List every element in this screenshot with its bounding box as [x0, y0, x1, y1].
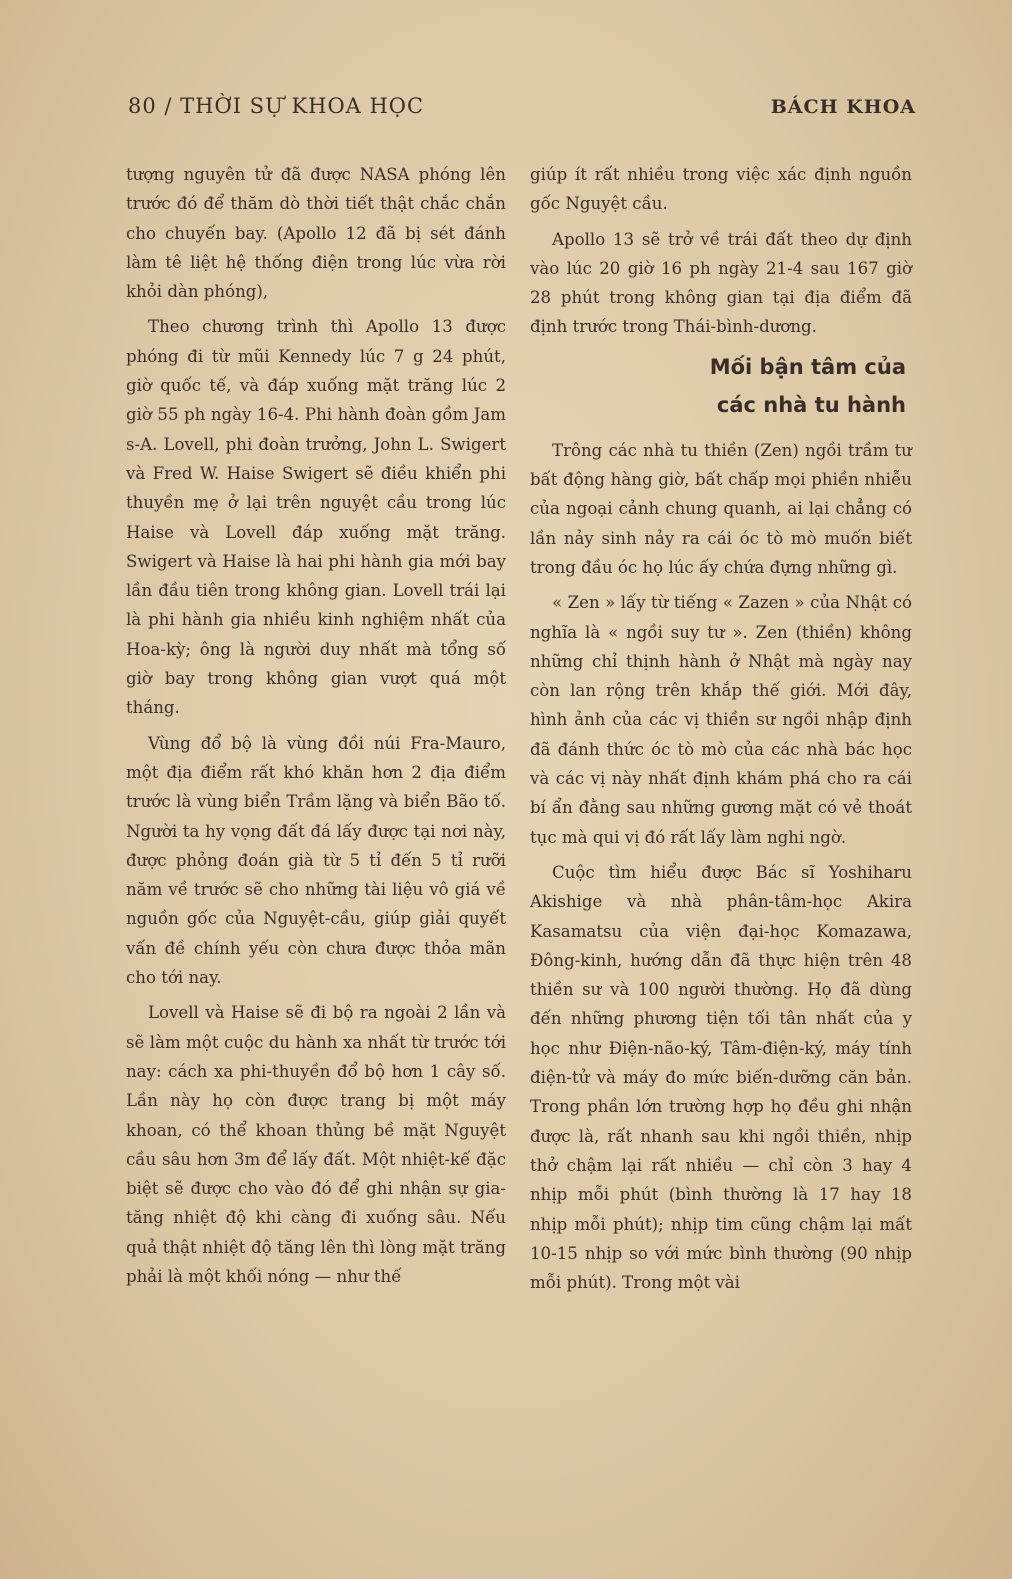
page-header — [128, 94, 916, 124]
paragraph: Lovell và Haise sẽ đi bộ ra ngoài 2 lần và sẽ làm một cuộc du hành xa nhất từ trước tới nay: cách xa phi-thuyền đổ bộ hơn 1 cây số. Lần này họ còn được trang bị một máy khoan, có thể khoan thủng bề mặt Nguyệt cầu sâu hơn 3m để lấy đất. Một nhiệt-kế đặc biệt sẽ được cho vào đó để ghi nhận sự gia-tăng nhiệt độ khi càng đi xuống sâu. Nếu quả thật nhiệt độ tăng lên thì lòng mặt trăng phải là một khối nóng — như thế — [126, 1003, 506, 1286]
paragraph: Trông các nhà tu thiền (Zen) ngồi trầm tư bất động hàng giờ, bất chấp mọi phiền nhiễu của ngoại cảnh chung quanh, ai lại chẳng có lần nảy sinh nảy ra cái óc tò mò muốn biết trong đầu óc họ lúc ấy chứa đựng những gì. — [530, 440, 912, 577]
page-number: 80 — [128, 94, 157, 118]
paragraph: Theo chương trình thì Apollo 13 được phóng đi từ mũi Kennedy lúc 7 g 24 phút, giờ quốc tế, và đáp xuống mặt trăng lúc 2 giờ 55 ph ngày 16-4. Phi hành đoàn gồm Jam s-A. Lovell, phi đoàn trưởng, John L. Swigert và Fred W. Haise Swigert sẽ điều khiển phi thuyền mẹ ở lại trên nguyệt cầu trong lúc Haise và Lovell đáp xuống mặt trăng. Swigert và Haise là hai phi hành gia mới bay lần đầu tiên trong không gian. Lovell trái lại là phi hành gia nhiều kinh nghiệm nhất của Hoa-kỳ; ông là người duy nhất mà tổng số giờ bay trong không gian vượt quá một tháng. — [126, 317, 506, 718]
paragraph: giúp ít rất nhiều trong việc xác định nguồn gốc Nguyệt cầu. — [530, 165, 912, 214]
paragraph: Apollo 13 sẽ trở về trái đất theo dự định vào lúc 20 giờ 16 ph ngày 21-4 sau 167 giờ 28 phút trong không gian tại địa điểm đã định trước trong Thái-bình-dương. — [530, 229, 912, 337]
heading-line: các nhà tu hành — [716, 392, 906, 417]
right-column — [530, 160, 912, 1303]
paragraph: « Zen » lấy từ tiếng « Zazen » của Nhật có nghĩa là « ngồi suy tư ». Zen (thiền) không những chỉ thịnh hành ở Nhật mà ngày nay còn lan rộng trên khắp thế giới. Mới đây, hình ảnh của các vị thiền sư ngồi nhập định đã đánh thức óc tò mò của các nhà bác học và các vị này nhất định khám phá cho ra cái bí ẩn đằng sau những gương mặt có vẻ thoát tục mà qui vị đó rất lấy làm nghi ngờ. — [530, 593, 912, 847]
paragraph: Cuộc tìm hiểu được Bác sĩ Yoshiharu Akishige và nhà phân-tâm-học Akira Kasamatsu của viện đại-học Komazawa, Đông-kinh, hướng dẫn đã thực hiện trên 48 thiền sư và 100 người thường. Họ đã dùng đến những phương tiện tối tân nhất của y học như Điện-não-ký, Tâm-điện-ký, máy tính điện-tử và máy đo mức biến-dưỡng căn bản. Trong phần lớn trường hợp họ đều ghi nhận được là, rất nhanh sau khi ngồi thiền, nhịp thở chậm lại rất nhiều — chỉ còn 3 hay 4 nhịp mỗi phút (bình thường là 17 hay 18 nhịp mỗi phút); nhịp tim cũng chậm lại mất 10-15 nhịp so với mức bình thường (90 nhịp mỗi phút). Trong một vài — [530, 862, 912, 1293]
section-heading — [530, 348, 906, 424]
heading-line: Mối bận tâm của — [709, 354, 906, 379]
header-left: 80 / THỜI SỰ KHOA HỌC — [128, 94, 425, 118]
left-column — [126, 160, 506, 1297]
magazine-name: BÁCH KHOA — [770, 96, 916, 118]
section-title: THỜI SỰ KHOA HỌC — [180, 94, 425, 118]
paragraph: tượng nguyên tử đã được NASA phóng lên trước đó để thăm dò thời tiết thật chắc chắn cho chuyến bay. (Apollo 12 đã bị sét đánh làm tê liệt hệ thống điện trong lúc vừa rời khỏi dàn phóng), — [126, 165, 506, 302]
paragraph: Vùng đổ bộ là vùng đồi núi Fra-Mauro, một địa điểm rất khó khăn hơn 2 địa điểm trước là vùng biển Trầm lặng và biển Bão tố. Người ta hy vọng đất đá lấy được tại nơi này, được phỏng đoán già từ 5 tỉ đến 5 tỉ rưỡi năm về trước sẽ cho những tài liệu vô giá về nguồn gốc của Nguyệt-cầu, giúp giải quyết vấn đề chính yếu còn chưa được thỏa mãn cho tới nay. — [126, 733, 506, 988]
